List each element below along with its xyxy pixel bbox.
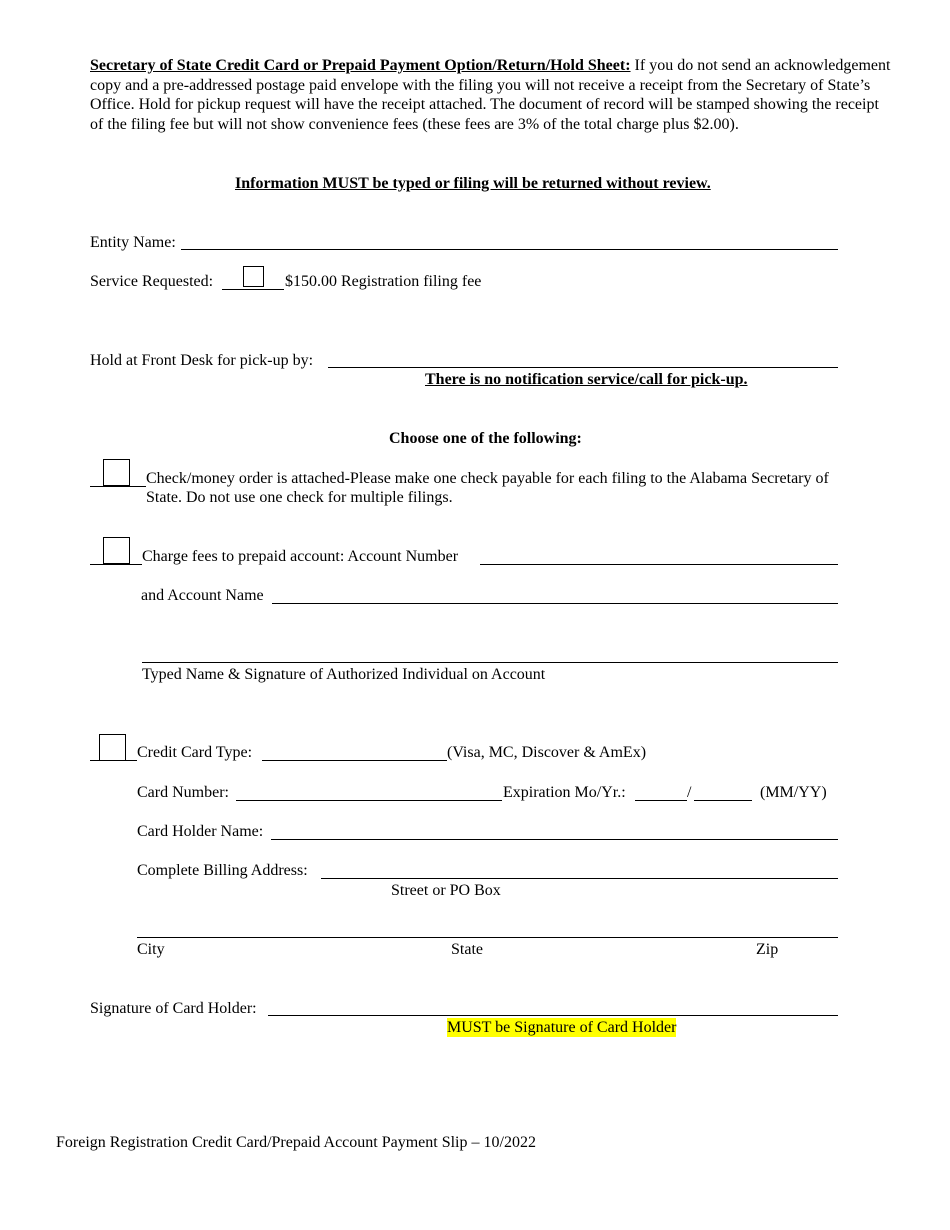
expiration-month-field[interactable] xyxy=(635,800,687,801)
authorized-signature-caption: Typed Name & Signature of Authorized Individual on Account xyxy=(142,666,546,683)
entity-name-field[interactable] xyxy=(181,249,838,250)
check-blank xyxy=(90,486,146,487)
intro-body: If you do not send an acknowledgement copy and a pre-addressed postage paid envelope with the filing you will not receive a receipt from the Secretary of State’s Office. Hold for pickup request will have the receipt attached. The document of record will be stamped showing the receipt of the filing fee but will not show convenience fees (these fees are 3% of the total charge plus $2.00). xyxy=(90,57,891,133)
check-option-line2: State. Do not use one check for multiple filings. xyxy=(146,489,453,506)
account-number-field[interactable] xyxy=(480,564,838,565)
card-number-label: Card Number: xyxy=(137,784,229,801)
service-option-label: $150.00 Registration filing fee xyxy=(285,273,482,290)
zip-caption: Zip xyxy=(756,941,779,958)
service-requested-label: Service Requested: xyxy=(90,273,214,290)
city-caption: City xyxy=(137,941,165,958)
billing-address-label: Complete Billing Address: xyxy=(137,862,308,879)
account-name-field[interactable] xyxy=(272,603,838,604)
hold-note: There is no notification service/call for pick-up. xyxy=(425,371,748,388)
expiration-separator: / xyxy=(687,784,692,801)
hold-label: Hold at Front Desk for pick-up by: xyxy=(90,352,314,369)
expiration-label: Expiration Mo/Yr.: xyxy=(503,784,626,801)
billing-street-field[interactable] xyxy=(321,878,838,879)
check-option-checkbox[interactable] xyxy=(103,459,130,486)
expiration-year-field[interactable] xyxy=(694,800,752,801)
expiration-format: (MM/YY) xyxy=(760,784,827,801)
signature-highlight-note: MUST be Signature of Card Holder xyxy=(447,1019,677,1036)
check-option-line1: Check/money order is attached-Please make one check payable for each filing to the Alabama Secretary of xyxy=(146,470,829,487)
choose-heading: Choose one of the following: xyxy=(389,430,582,447)
prepaid-option-checkbox[interactable] xyxy=(103,537,130,564)
intro-paragraph xyxy=(90,56,895,134)
street-caption: Street or PO Box xyxy=(391,882,501,899)
card-number-field[interactable] xyxy=(236,800,502,801)
account-name-label: and Account Name xyxy=(141,587,264,604)
service-blank xyxy=(222,289,284,290)
card-holder-label: Card Holder Name: xyxy=(137,823,264,840)
card-holder-signature-label: Signature of Card Holder: xyxy=(90,1000,257,1017)
card-holder-signature-field[interactable] xyxy=(268,1015,838,1016)
credit-card-option-checkbox[interactable] xyxy=(99,734,126,761)
intro-heading: Secretary of State Credit Card or Prepaid Payment Option/Return/Hold Sheet: xyxy=(90,57,631,74)
authorized-signature-field[interactable] xyxy=(142,662,838,663)
card-type-hint: (Visa, MC, Discover & AmEx) xyxy=(447,744,647,761)
card-type-label: Credit Card Type: xyxy=(137,744,253,761)
entity-name-label: Entity Name: xyxy=(90,234,176,251)
state-caption: State xyxy=(451,941,483,958)
service-fee-checkbox[interactable] xyxy=(243,266,264,287)
card-type-field[interactable] xyxy=(262,760,447,761)
prepaid-blank xyxy=(90,564,142,565)
prepaid-label: Charge fees to prepaid account: Account Number xyxy=(142,548,459,565)
billing-city-state-zip-field[interactable] xyxy=(137,937,838,938)
footer-form-id: Foreign Registration Credit Card/Prepaid Account Payment Slip – 10/2022 xyxy=(56,1134,536,1151)
card-holder-field[interactable] xyxy=(271,839,838,840)
typed-notice: Information MUST be typed or filing will be returned without review. xyxy=(235,175,711,192)
hold-pickup-field[interactable] xyxy=(328,367,838,368)
